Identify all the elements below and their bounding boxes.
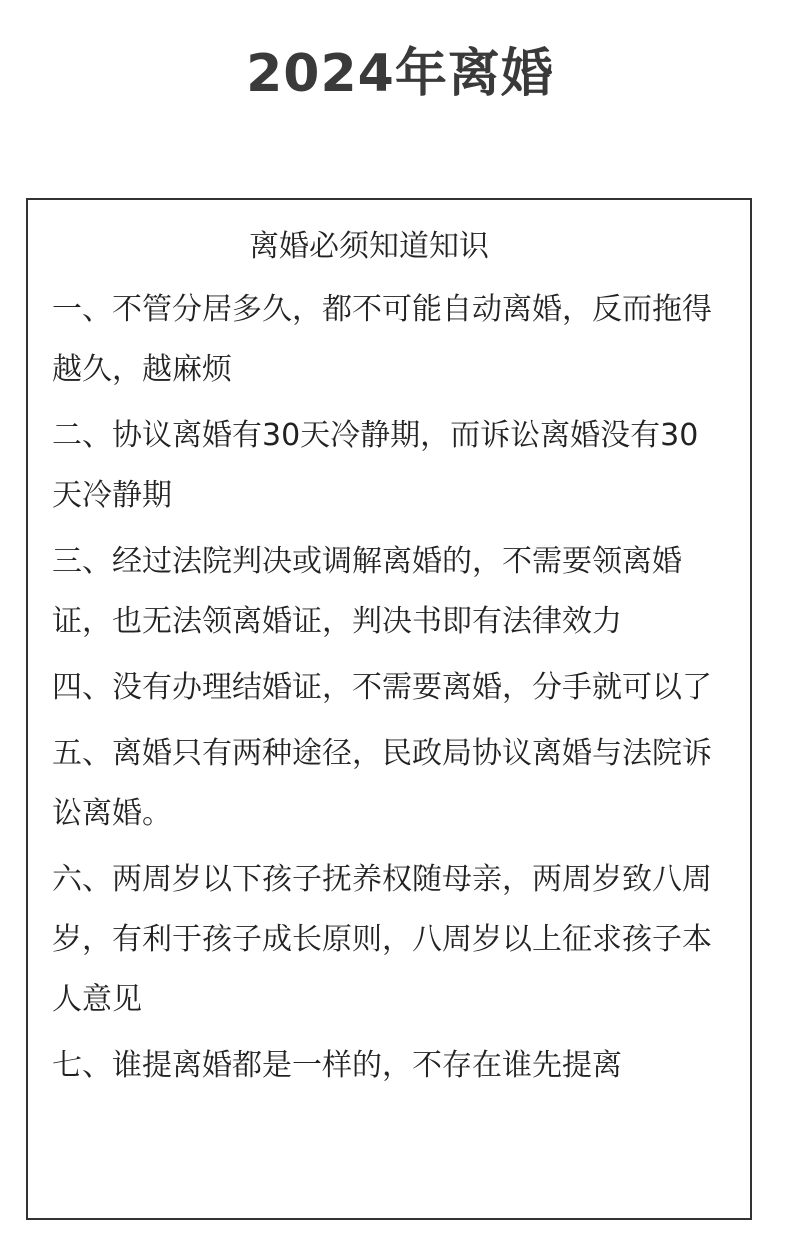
list-item: 二、协议离婚有30天冷静期，而诉讼离婚没有30天冷静期: [52, 418, 699, 513]
box-heading: 离婚必须知道知识: [249, 229, 489, 264]
knowledge-list: [52, 280, 712, 1102]
list-item: 七、谁提离婚都是一样的，不存在谁先提离: [52, 1048, 622, 1083]
content-box: [26, 198, 752, 1220]
page-title: 2024年离婚: [246, 44, 554, 104]
list-item: 五、离婚只有两种途径，民政局协议离婚与法院诉讼离婚。: [52, 736, 712, 831]
list-item: 四、没有办理结婚证，不需要离婚，分手就可以了: [52, 670, 712, 705]
list-item: 一、不管分居多久，都不可能自动离婚，反而拖得越久，越麻烦: [52, 292, 712, 387]
list-item: 六、两周岁以下孩子抚养权随母亲，两周岁致八周岁，有利于孩子成长原则，八周岁以上征求孩子本人意见: [52, 862, 712, 1017]
list-item: 三、经过法院判决或调解离婚的，不需要领离婚证，也无法领离婚证，判决书即有法律效力: [52, 544, 682, 639]
